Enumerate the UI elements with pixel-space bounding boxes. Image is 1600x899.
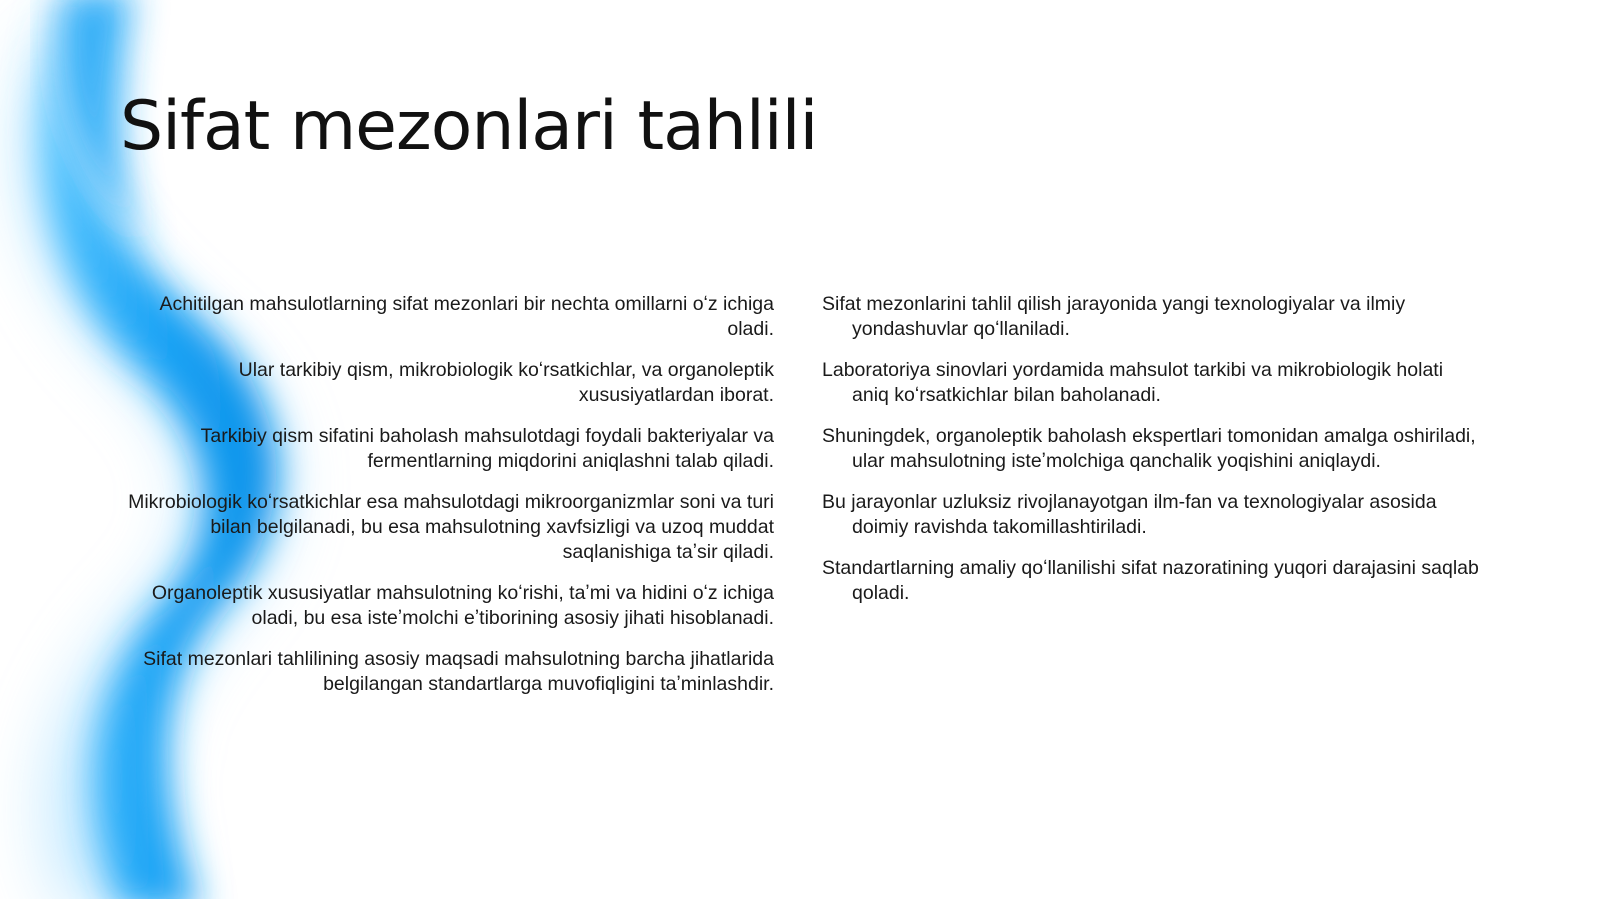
left-paragraph-5: Organoleptik xususiyatlar mahsulotning koʻrishi, taʼmi va hidini oʻz ichiga oladi, bu esa isteʼmolchi eʼtiborining asosiy jihati hisoblanadi.: [151, 582, 774, 629]
slide-title: Sifat mezonlari tahlili: [120, 87, 818, 166]
right-paragraph-3: Shuningdek, organoleptik baholash ekspertlari tomonidan amalga oshiriladi, ular mahsulotning isteʼmolchiga qanchalik yoqishini aniqlaydi.: [822, 425, 1476, 472]
right-column-text: [822, 292, 1482, 622]
left-paragraph-2: Ular tarkibiy qism, mikrobiologik koʻrsatkichlar, va organoleptik xususiyatlardan iborat.: [238, 359, 774, 406]
left-paragraph-6: Sifat mezonlari tahlilining asosiy maqsadi mahsulotning barcha jihatlarida belgilangan standartlarga muvofiqligini taʼminlashdir.: [143, 648, 774, 695]
right-paragraph-5: Standartlarning amaliy qoʻllanilishi sifat nazoratining yuqori darajasini saqlab qoladi.: [822, 557, 1479, 604]
right-paragraph-4: Bu jarayonlar uzluksiz rivojlanayotgan ilm-fan va texnologiyalar asosida doimiy ravishda takomillashtiriladi.: [822, 491, 1437, 538]
left-column-text: [118, 292, 774, 713]
right-paragraph-2: Laboratoriya sinovlari yordamida mahsulot tarkibi va mikrobiologik holati aniq koʻrsatkichlar bilan baholanadi.: [822, 359, 1444, 406]
left-paragraph-4: Mikrobiologik koʻrsatkichlar esa mahsulotdagi mikroorganizmlar soni va turi bilan belgilanadi, bu esa mahsulotning xavfsizligi va uzoq muddat saqlanishiga taʼsir qiladi.: [128, 491, 774, 563]
left-paragraph-1: Achitilgan mahsulotlarning sifat mezonlari bir nechta omillarni oʻz ichiga oladi.: [159, 293, 774, 340]
left-paragraph-3: Tarkibiy qism sifatini baholash mahsulotdagi foydali bakteriyalar va fermentlarning miqdorini aniqlashni talab qiladi.: [200, 425, 774, 472]
right-paragraph-1: Sifat mezonlarini tahlil qilish jarayonida yangi texnologiyalar va ilmiy yondashuvlar qoʻllaniladi.: [822, 293, 1406, 340]
